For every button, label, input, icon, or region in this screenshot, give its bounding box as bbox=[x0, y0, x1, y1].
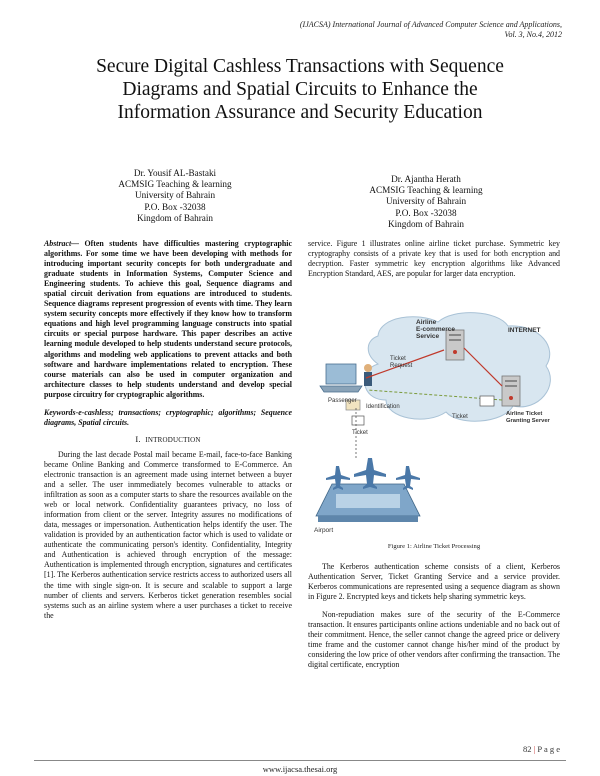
label-ticket-right: Ticket bbox=[452, 414, 468, 420]
label-granting-1: Airline Ticket bbox=[506, 411, 543, 417]
right-paragraph-1: service. Figure 1 illustrates online airline ticket purchase. Symmetric key cryptography consists of a private key that is used for both encryption and decryption. Faster symmetric key encryption algorithms like Advanced Encryption Standard, AES, are popular for larger data encryption. bbox=[308, 239, 560, 279]
label-service-3: Service bbox=[416, 333, 440, 340]
figure-airline-ticket-processing bbox=[308, 308, 560, 536]
ticket-icon-left bbox=[352, 416, 364, 425]
label-identification: Identification bbox=[366, 404, 400, 410]
section-title: INTRODUCTION bbox=[145, 435, 201, 444]
author-affiliation: ACMSIG Teaching & learning bbox=[369, 185, 483, 196]
author-organization: University of Bahrain bbox=[385, 196, 467, 207]
right-paragraph-2: The Kerberos authentication scheme consists of a client, Kerberos Authentication Server, Ticket Granting Service and a service provider. Kerberos communications are represented using a sequence diagram as shown in Figure 2. Encrypted keys and tickets help sharing symmetric keys. bbox=[308, 562, 560, 602]
label-granting-2: Granting Server bbox=[506, 418, 550, 424]
airplane-icon bbox=[326, 458, 420, 490]
intro-paragraph: During the last decade Postal mail became E-mail, face-to-face Banking became Online Banking and Commerce transformed to E-Commerce. An electronic transaction is an agreement made using internet between a buyer and a seller. The user inmmediately becomes vulnerable to attacks or infiltration as soon as a computer starts to share the resources available on the web or local network. Confidentiality guarantees privacy, no loss of information from client or the server. Integrity assures no modifications of data, messages or impersonation. Authentication helps identify the user. The validation is provided by an authentication factor which is used to validate or authenticate the communicating person's identity. Confidentiality, Integrity and Authentication is achieved through encryption of the message: Authentication is implemented through encryption, signatures and certificates [1]. The Kerberos authentication service restricts access to authorized users all the time with single sign-on. It is secure and scalable to support a large number of clients and servers. Kerberos ticket generation resembles social systems such as an airline system where a user purchases a ticket to receive the bbox=[44, 449, 292, 620]
page-word: P a g e bbox=[537, 744, 560, 754]
page-number bbox=[523, 744, 560, 754]
journal-header bbox=[202, 20, 562, 40]
right-paragraph-3: Non-repudiation makes sure of the security of the E-Commerce transaction. It ensures participants online actions undeniable and no back out of their commitment. Hence, the seller cannot change the agreed price or delivery time frame and the customer cannot change his/her mind of the product by considering the low price of other vendors after confirming the transaction. The digital certificate, encryption bbox=[308, 610, 560, 670]
label-ticket-left: Ticket bbox=[352, 430, 368, 436]
label-service-1: Airline bbox=[416, 319, 437, 326]
author-country: Kingdom of Bahrain bbox=[136, 212, 214, 223]
label-ticket-request-1: Ticket bbox=[390, 356, 406, 362]
journal-name: (IJACSA) International Journal of Advanced Computer Science and Applications, bbox=[299, 20, 562, 29]
footer-url: www.ijacsa.thesai.org bbox=[262, 764, 338, 774]
right-column-top bbox=[308, 239, 560, 279]
title-line-3: Information Assurance and Security Education bbox=[117, 102, 483, 123]
label-service-2: E-commerce bbox=[416, 326, 456, 333]
label-ticket-request-2: Request bbox=[390, 363, 413, 369]
author-name: Dr. Yousif AL-Bastaki bbox=[133, 168, 217, 178]
keywords-label: Keywords- bbox=[44, 407, 79, 417]
section-heading-introduction bbox=[44, 434, 292, 445]
ticket-icon-right bbox=[480, 396, 494, 406]
left-column bbox=[44, 239, 292, 621]
passenger-icon bbox=[364, 364, 372, 386]
author-organization: University of Bahrain bbox=[134, 190, 216, 201]
laptop-icon bbox=[320, 364, 362, 392]
paper-title bbox=[40, 55, 560, 124]
footer-divider bbox=[34, 760, 566, 761]
airport-icon bbox=[316, 484, 420, 522]
keywords-text: e-cashless; transactions; cryptographic; algorithms; Sequence diagrams, Spatial circuits. bbox=[44, 407, 292, 427]
page-number-value: 82 bbox=[522, 744, 532, 754]
author-affiliation: ACMSIG Teaching & learning bbox=[118, 179, 232, 190]
label-airport: Airport bbox=[314, 527, 334, 534]
author-block-1 bbox=[60, 168, 290, 224]
abstract-label: Abstract— bbox=[44, 239, 80, 248]
keywords bbox=[44, 408, 292, 428]
page-separator: | bbox=[531, 744, 538, 754]
author-name: Dr. Ajantha Herath bbox=[391, 174, 461, 184]
abstract-text: Often students have difficulties mastering cryptographic algorithms. For some time we have been developing with methods for introducing important security concepts for both undergraduate and graduate students in Information Systems, Computer Science and Engineering students. To achieve this goal, Sequence diagrams and spatial circuit derivation from equations are introduced to students. Sequence diagrams represent progression of events with time. They learn system security concepts more effectively if they know how to transform equations and high level programming language constructs into spatial circuits or special purpose hardware. This paper describes an active learning module developed to help students understand secure protocols, algorithms and modeling web applications to prevent attacks and both software and hardware implementations related to encryption. These course materials can also be used in computer organization and architecture classes to help students understand and develop special purpose circuitry for cryptographic algorithms. bbox=[44, 239, 292, 399]
author-country: Kingdom of Bahrain bbox=[387, 218, 465, 229]
figure-diagram bbox=[308, 308, 560, 536]
section-numeral: I. bbox=[135, 433, 141, 444]
journal-volume: Vol. 3, No.4, 2012 bbox=[504, 30, 562, 39]
author-pobox: P.O. Box -32038 bbox=[395, 207, 457, 218]
label-internet: INTERNET bbox=[508, 327, 541, 334]
right-column-bottom bbox=[308, 562, 560, 670]
title-line-2: Diagrams and Spatial Circuits to Enhance the bbox=[122, 79, 478, 100]
ecommerce-server-icon bbox=[446, 330, 464, 360]
label-passenger: Passenger bbox=[328, 398, 357, 404]
author-block-2 bbox=[311, 174, 541, 230]
abstract bbox=[44, 239, 292, 400]
figure-caption: Figure 1: Airline Ticket Processing bbox=[387, 543, 481, 550]
title-line-1: Secure Digital Cashless Transactions with Sequence bbox=[96, 56, 504, 77]
author-pobox: P.O. Box -32038 bbox=[144, 201, 206, 212]
granting-server-icon bbox=[502, 376, 520, 406]
